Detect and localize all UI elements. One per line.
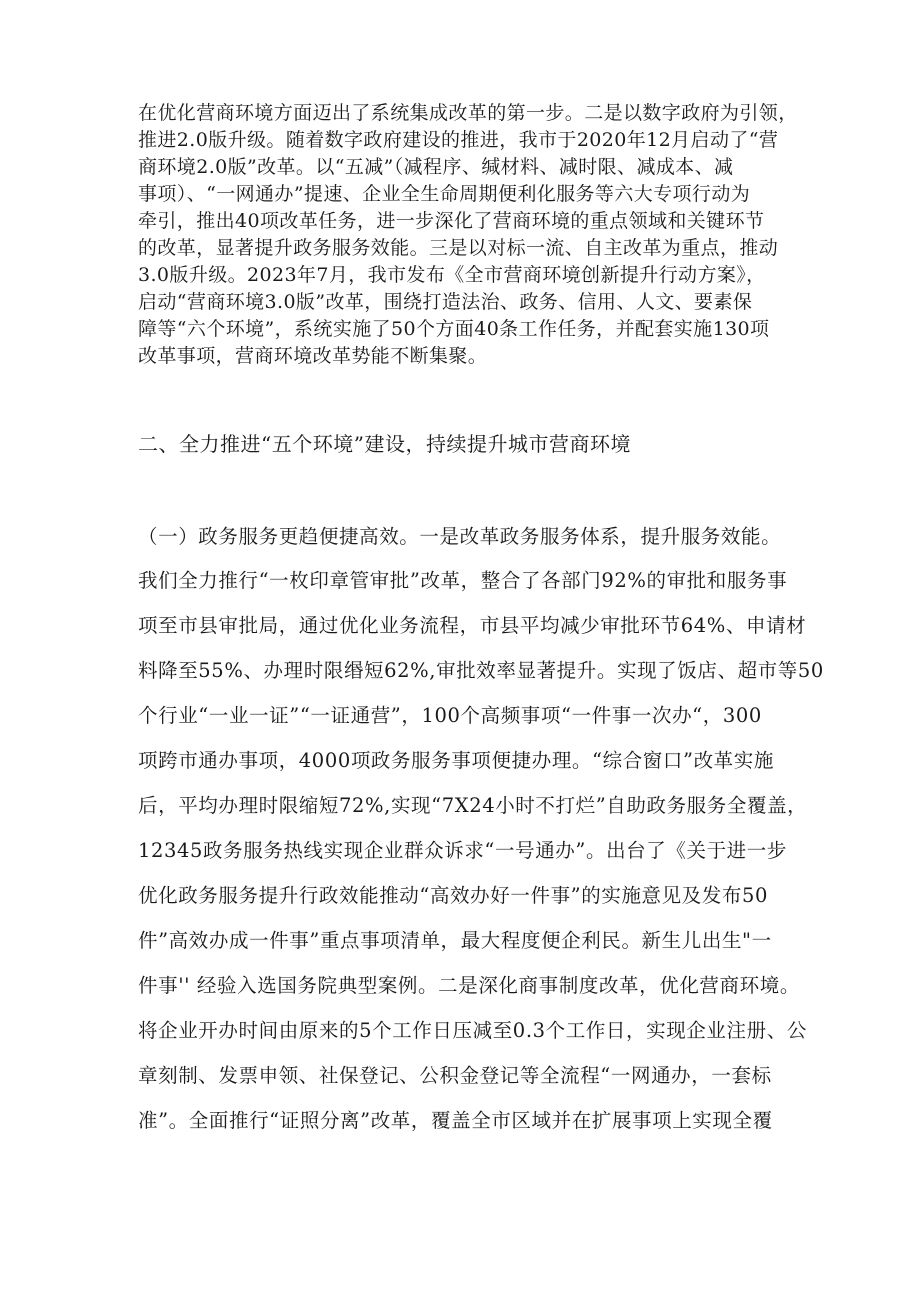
section-heading: 二、全力推进“五个环境”建设，持续提升城市营商环境 xyxy=(138,432,631,456)
text-line: 后，平均办理时限缩短72%,实现“7X24小时不打烂”自助政务服务全覆盖， xyxy=(138,794,808,817)
text-line: （一）政务服务更趋便捷高效。一是改革政务服务体系，提升服务效能。 xyxy=(138,525,782,548)
text-line: 优化政务服务提升行政效能推动“高效办好一件事”的实施意见及发布50 xyxy=(138,884,769,907)
text-line: 事项）、“一网通办”提速、企业全生命周期便利化服务等六大专项行动为 xyxy=(138,183,751,205)
text-line: 章刻制、发票申领、社保登记、公积金登记等全流程“一网通办，一套标 xyxy=(138,1064,772,1087)
text-line: 准”。全面推行“证照分离”改革，覆盖全市区域并在扩展事项上实现全覆 xyxy=(138,1109,773,1132)
text-line: 启动“营商环境3.0版”改革，围绕打造法治、政务、信用、人文、要素保 xyxy=(138,291,753,313)
text-line: 12345政务服务热线实现企业群众诉求“一号通办”。出台了《关于进一步 xyxy=(138,839,787,862)
text-line: 商环境2.0版”改革。以“五减”（减程序、缄材料、减时限、减成本、减 xyxy=(138,156,734,178)
text-line: 在优化营商环境方面迈出了系统集成改革的第一步。二是以数字政府为引领， xyxy=(138,102,798,124)
text-line: 将企业开办时间由原来的5个工作日压减至0.3个工作日，实现企业注册、公 xyxy=(138,1019,807,1042)
text-line: 改革事项，营商环境改革势能不断集聚。 xyxy=(138,345,488,367)
text-line: 的改革，显著提升政务服务效能。三是以对标一流、自主改革为重点，推动 xyxy=(138,237,779,259)
text-line: 件事'' 经验入选国务院典型案例。二是深化商事制度改革，优化营商环境。 xyxy=(138,974,800,997)
text-line: 个行业“一业一证”“一证通营”，100个高频事项“一件事一次办“，300 xyxy=(138,704,762,727)
text-line: 我们全力推行“一枚印章管审批”改革，整合了各部门92%的审批和服务事 xyxy=(138,569,788,592)
text-line: 推进2.0版升级。随着数字政府建设的推进，我市于2020年12月启动了“营 xyxy=(138,129,779,151)
text-line: 件”高效办成一件事”重点事项清单，最大程度便企利民。新生儿出生"一 xyxy=(138,929,772,952)
text-line: 3.0版升级。2023年7月，我市发布《全市营商环境创新提升行动方案》， xyxy=(138,264,766,286)
text-line: 料降至55%、办理时限缗短62%,审批效率显著提升。实现了饭店、超市等50 xyxy=(138,659,824,682)
text-line: 牵引，推出40项改革任务，进一步深化了营商环境的重点领域和关键环节 xyxy=(138,210,765,232)
text-line: 障等“六个环境”，系统实施了50个方面40条工作任务，并配套实施130项 xyxy=(138,318,770,340)
text-line: 项至市县审批局，通过优化业务流程，市县平均减少审批环节64%、申请材 xyxy=(138,614,807,637)
text-line: 项跨市通办事项，4000项政务服务事项便捷办理。“综合窗口”改革实施 xyxy=(138,749,774,772)
